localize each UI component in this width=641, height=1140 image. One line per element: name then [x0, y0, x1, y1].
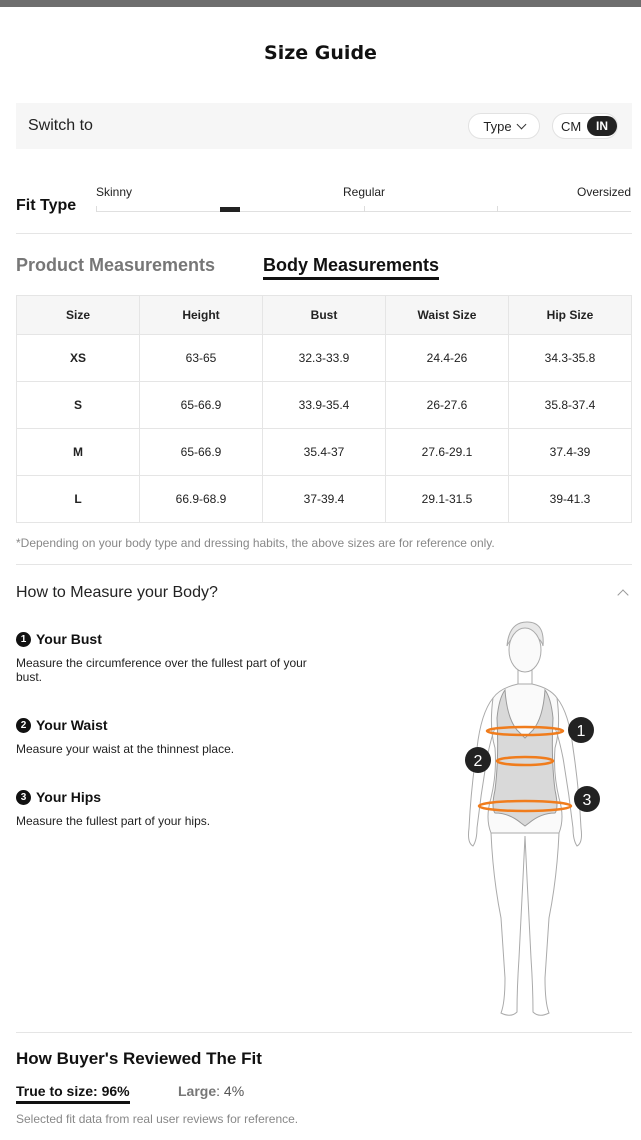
- column-header-waist: Waist Size: [386, 296, 509, 335]
- column-header-size: Size: [17, 296, 140, 335]
- step-heading: [16, 631, 326, 647]
- review-fit-title: How Buyer's Reviewed The Fit: [16, 1049, 262, 1068]
- unit-in-option[interactable]: IN: [587, 116, 617, 136]
- fit-option-skinny: Skinny: [96, 185, 133, 199]
- column-header-bust: Bust: [263, 296, 386, 335]
- unit-switch-bar: [16, 103, 632, 149]
- table-cell-size: S: [17, 382, 140, 429]
- step-heading: [16, 789, 326, 805]
- table-cell: 39-41.3: [509, 476, 632, 523]
- fit-scale-marker: [220, 207, 240, 212]
- review-large-value: : 4%: [216, 1083, 245, 1099]
- step-heading: [16, 717, 326, 733]
- table-cell: 34.3-35.8: [509, 335, 632, 382]
- review-active-indicator: [16, 1101, 130, 1104]
- fit-scale-tick: [96, 206, 97, 212]
- unit-toggle[interactable]: [552, 113, 618, 139]
- table-cell: 37-39.4: [263, 476, 386, 523]
- step-title: Your Waist: [36, 717, 108, 733]
- table-cell: 33.9-35.4: [263, 382, 386, 429]
- table-cell: 65-66.9: [140, 429, 263, 476]
- type-dropdown[interactable]: [468, 113, 540, 139]
- divider: [16, 1032, 632, 1033]
- chevron-up-icon[interactable]: [617, 589, 628, 600]
- tab-body-measurements[interactable]: Body Measurements: [263, 255, 440, 275]
- table-row: [17, 382, 632, 429]
- active-tab-indicator: [263, 277, 439, 280]
- table-cell: 26-27.6: [386, 382, 509, 429]
- table-cell: 27.6-29.1: [386, 429, 509, 476]
- table-cell: 35.8-37.4: [509, 382, 632, 429]
- step-title: Your Bust: [36, 631, 102, 647]
- fit-type-label: Fit Type: [16, 197, 77, 214]
- type-dropdown-label: Type: [483, 118, 512, 134]
- review-large-label: Large: [178, 1083, 217, 1099]
- table-row: [17, 476, 632, 523]
- table-cell: 24.4-26: [386, 335, 509, 382]
- step-number-badge: 2: [16, 718, 31, 733]
- table-cell: 35.4-37: [263, 429, 386, 476]
- fit-scale-tick: [497, 206, 498, 212]
- step-number-badge: 1: [16, 632, 31, 647]
- table-cell: 32.3-33.9: [263, 335, 386, 382]
- how-to-measure-title[interactable]: How to Measure your Body?: [16, 584, 218, 601]
- chevron-down-icon: [516, 119, 526, 129]
- unit-cm-option[interactable]: CM: [561, 119, 582, 134]
- step-title: Your Hips: [36, 789, 102, 805]
- figure-label-bust: 1: [576, 723, 586, 740]
- review-true-to-size[interactable]: True to size: 96%: [16, 1083, 130, 1099]
- table-cell: 29.1-31.5: [386, 476, 509, 523]
- body-figure-illustration: [455, 618, 615, 1023]
- column-header-height: Height: [140, 296, 263, 335]
- review-note: Selected fit data from real user reviews for reference.: [16, 1112, 299, 1126]
- table-cell: 37.4-39: [509, 429, 632, 476]
- divider: [16, 564, 632, 565]
- measure-step-bust: [16, 631, 326, 684]
- divider: [16, 233, 632, 234]
- figure-label-waist: 2: [473, 753, 483, 770]
- step-number-badge: 3: [16, 790, 31, 805]
- table-row: [17, 429, 632, 476]
- top-bar: [0, 0, 641, 7]
- table-cell-size: M: [17, 429, 140, 476]
- size-table: [16, 295, 632, 523]
- table-row: [17, 335, 632, 382]
- tab-product-measurements[interactable]: Product Measurements: [16, 255, 216, 275]
- table-cell-size: L: [17, 476, 140, 523]
- figure-label-hips: 3: [582, 792, 592, 809]
- fit-option-regular: Regular: [343, 185, 386, 199]
- column-header-hip: Hip Size: [509, 296, 632, 335]
- page-title: Size Guide: [264, 42, 377, 64]
- table-header-row: [17, 296, 632, 335]
- fit-option-oversized: Oversized: [577, 185, 632, 199]
- switch-to-label: Switch to: [28, 117, 93, 134]
- review-large[interactable]: [178, 1083, 244, 1099]
- step-description: Measure the fullest part of your hips.: [16, 814, 211, 828]
- size-reference-note: *Depending on your body type and dressing habits, the above sizes are for reference only.: [16, 536, 495, 550]
- measure-step-hips: [16, 789, 326, 828]
- table-cell: 65-66.9: [140, 382, 263, 429]
- table-cell-size: XS: [17, 335, 140, 382]
- measure-step-waist: [16, 717, 326, 756]
- table-cell: 63-65: [140, 335, 263, 382]
- step-description: Measure the circumference over the fullest part of your bust.: [16, 656, 307, 684]
- step-description: Measure your waist at the thinnest place.: [16, 742, 235, 756]
- fit-scale-tick: [364, 206, 365, 212]
- table-cell: 66.9-68.9: [140, 476, 263, 523]
